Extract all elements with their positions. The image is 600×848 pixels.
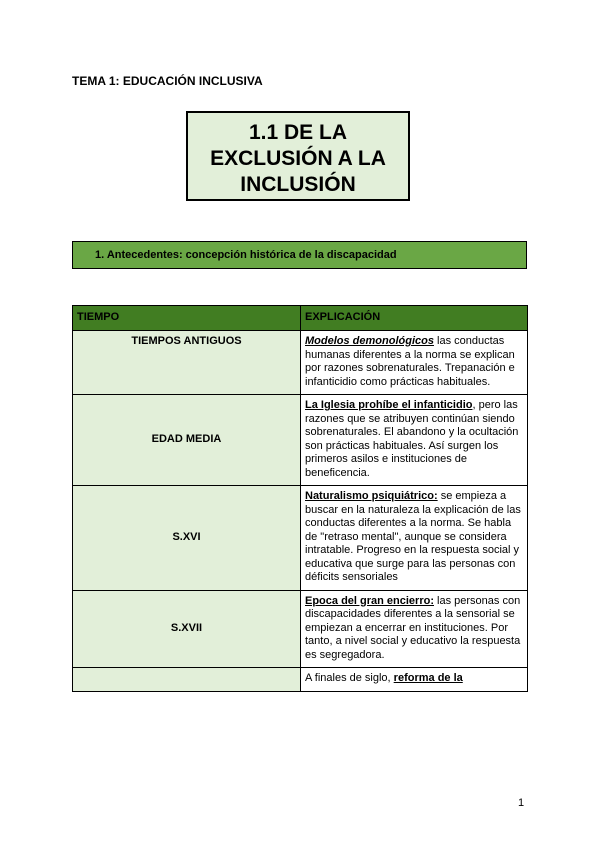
highlight-text: reforma de la (393, 672, 463, 684)
highlight-text: La Iglesia prohíbe el infanticidio (305, 399, 473, 411)
explanation-cell (301, 668, 528, 692)
highlight-text: Naturalismo psiquiátrico: (305, 490, 438, 502)
title-line-3: INCLUSIÓN (240, 173, 356, 196)
document-header: TEMA 1: EDUCACIÓN INCLUSIVA (72, 74, 263, 88)
table-row (73, 486, 528, 591)
explanation-cell (301, 331, 528, 395)
title-line-2: EXCLUSIÓN A LA (210, 147, 386, 170)
time-cell: EDAD MEDIA (73, 395, 301, 486)
time-cell: S.XVI (73, 486, 301, 591)
history-table (72, 305, 528, 692)
table-header-row (73, 306, 528, 331)
header-explanation: EXPLICACIÓN (301, 306, 528, 331)
table-row (73, 395, 528, 486)
page-number: 1 (518, 797, 525, 809)
body-text: las conductas humanas diferentes a la norma se explican por razones sobrenaturales. Trepanación e infanticidio como prácticas habituales. (305, 335, 515, 388)
title-line-1: 1.1 DE LA (248, 121, 348, 144)
table-row (73, 668, 528, 692)
time-cell: TIEMPOS ANTIGUOS (73, 331, 301, 395)
section-heading: 1. Antecedentes: concepción histórica de la discapacidad (72, 241, 527, 269)
table-row (73, 331, 528, 395)
body-text: A finales de siglo, (305, 672, 394, 684)
header-time: TIEMPO (73, 306, 301, 331)
explanation-cell (301, 590, 528, 668)
table-row (73, 590, 528, 668)
explanation-cell (301, 395, 528, 486)
title-box (186, 111, 410, 201)
body-text: se empieza a buscar en la naturaleza la explicación de las conductas diferentes a la norma. Se habla de "retraso mental", aunque se considera intratable. Progreso en la respuesta social y educativa que surge para las personas con déficits sensoriales (305, 490, 521, 583)
time-cell (73, 668, 301, 692)
time-cell: S.XVII (73, 590, 301, 668)
explanation-cell (301, 486, 528, 591)
body-text: las personas con discapacidades diferentes a la sensorial se empiezan a encerrar en instituciones. Por tanto, a nivel social y educativo la respuesta es segregadora. (305, 594, 521, 661)
body-text: , pero las razones que se atribuyen continúan siendo sobrenaturales. El abandono y la ocultación son prácticas habituales. Así surgen los primeros asilos e instituciones de beneficencia. (305, 399, 519, 479)
highlight-text: Modelos demonológicos (305, 335, 434, 347)
highlight-text: Epoca del gran encierro: (305, 594, 434, 607)
